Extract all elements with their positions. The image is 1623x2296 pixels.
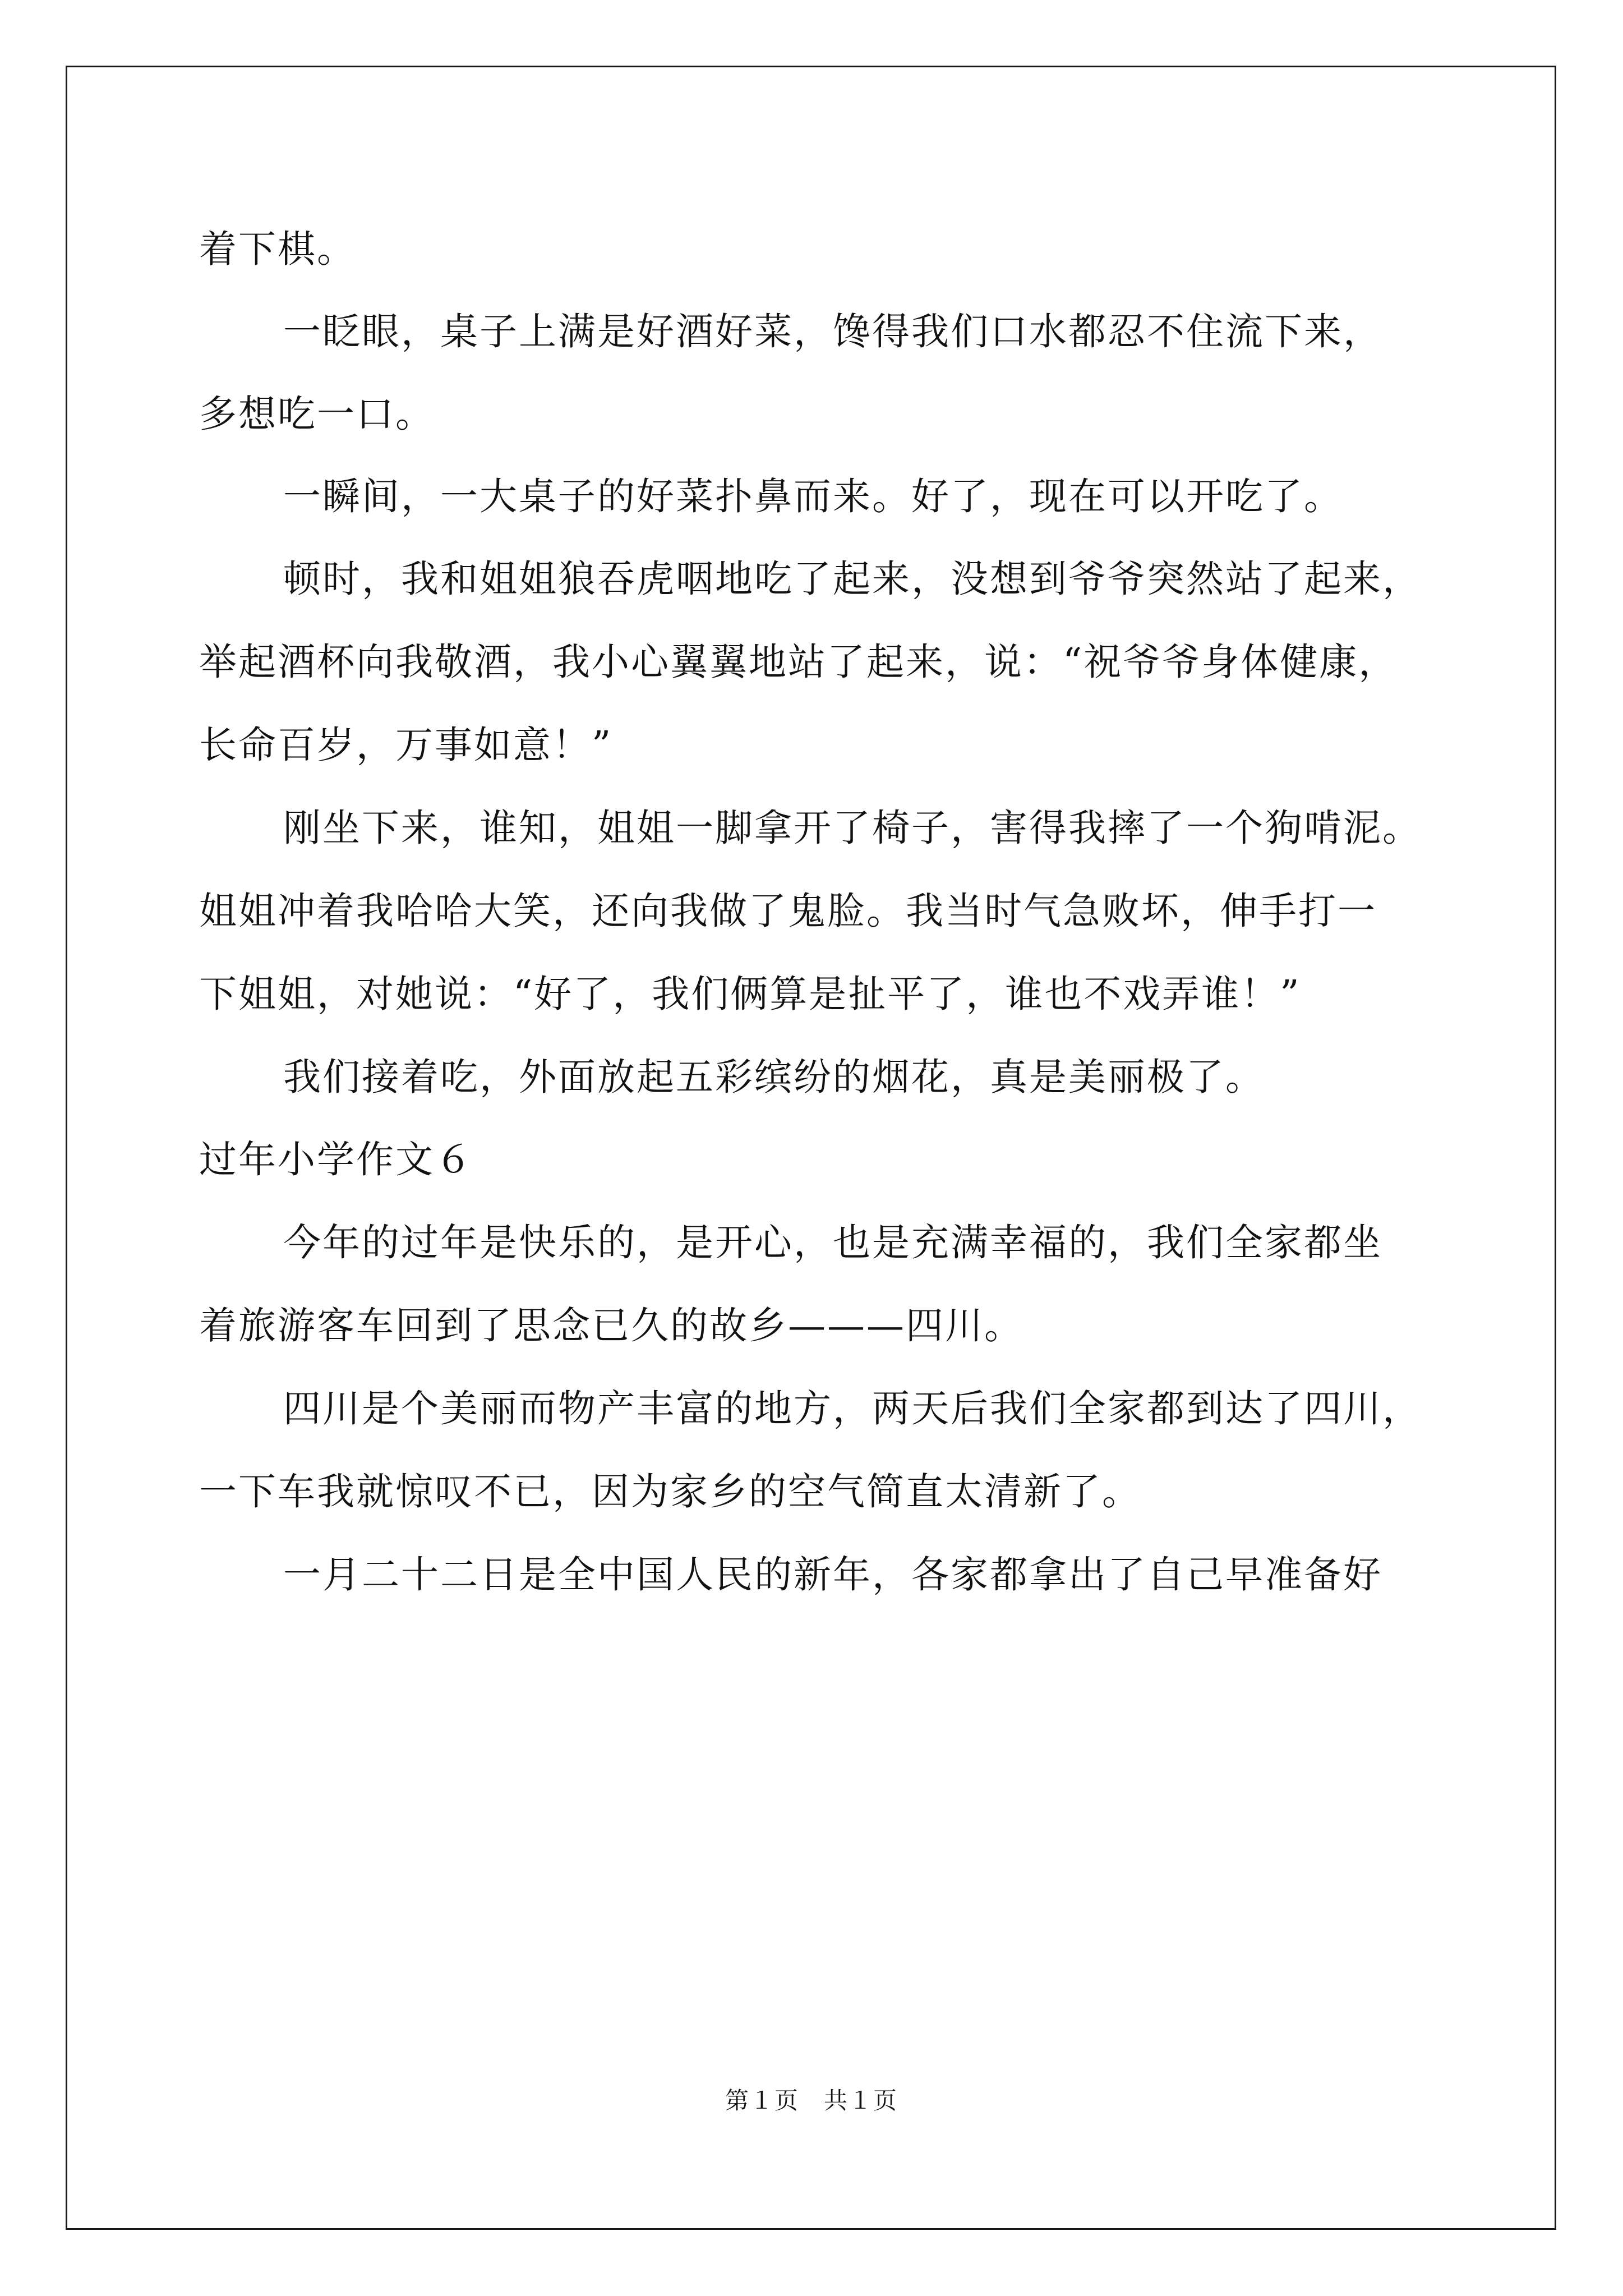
text-line-10: 下姐姐，对她说：“好了，我们俩算是扯平了，谁也不戏弄谁！” [199,972,1301,1016]
text-line-4: 一瞬间，一大桌子的好菜扑鼻而来。好了，现在可以开吃了。 [283,475,1343,518]
page-footer: 第１页 共１页 [725,2087,898,2114]
text-line-16: 一月二十二日是全中国人民的新年，各家都拿出了自己早准备好 [283,1553,1382,1596]
text-line-8: 刚坐下来，谁知，姐姐一脚拿开了椅子，害得我摔了一个狗啃泥。 [283,806,1422,850]
text-line-3: 多想吃一口。 [199,392,435,436]
text-line-6: 举起酒杯向我敬酒，我小心翼翼地站了起来，说：“祝爷爷身体健康， [199,640,1398,684]
text-line-11: 我们接着吃，外面放起五彩缤纷的烟花，真是美丽极了。 [283,1055,1265,1099]
text-line-5: 顿时，我和姐姐狼吞虎咽地吃了起来，没想到爷爷突然站了起来， [283,557,1422,601]
text-line-1: 着下棋。 [199,227,356,271]
text-line-15: 一下车我就惊叹不已，因为家乡的空气简直太清新了。 [199,1470,1141,1513]
text-line-14: 四川是个美丽而物产丰富的地方，两天后我们全家都到达了四川， [283,1387,1422,1430]
section-title: 过年小学作文６ [199,1138,474,1181]
text-line-13: 着旅游客车回到了思念已久的故乡———四川。 [199,1304,1023,1347]
text-line-7: 长命百岁，万事如意！” [199,723,613,767]
text-line-2: 一眨眼，桌子上满是好酒好菜，馋得我们口水都忍不住流下来， [283,310,1382,353]
text-line-9: 姐姐冲着我哈哈大笑，还向我做了鬼脸。我当时气急败坏，伸手打一 [199,889,1377,933]
text-line-12: 今年的过年是快乐的，是开心，也是充满幸福的，我们全家都坐 [283,1221,1382,1264]
